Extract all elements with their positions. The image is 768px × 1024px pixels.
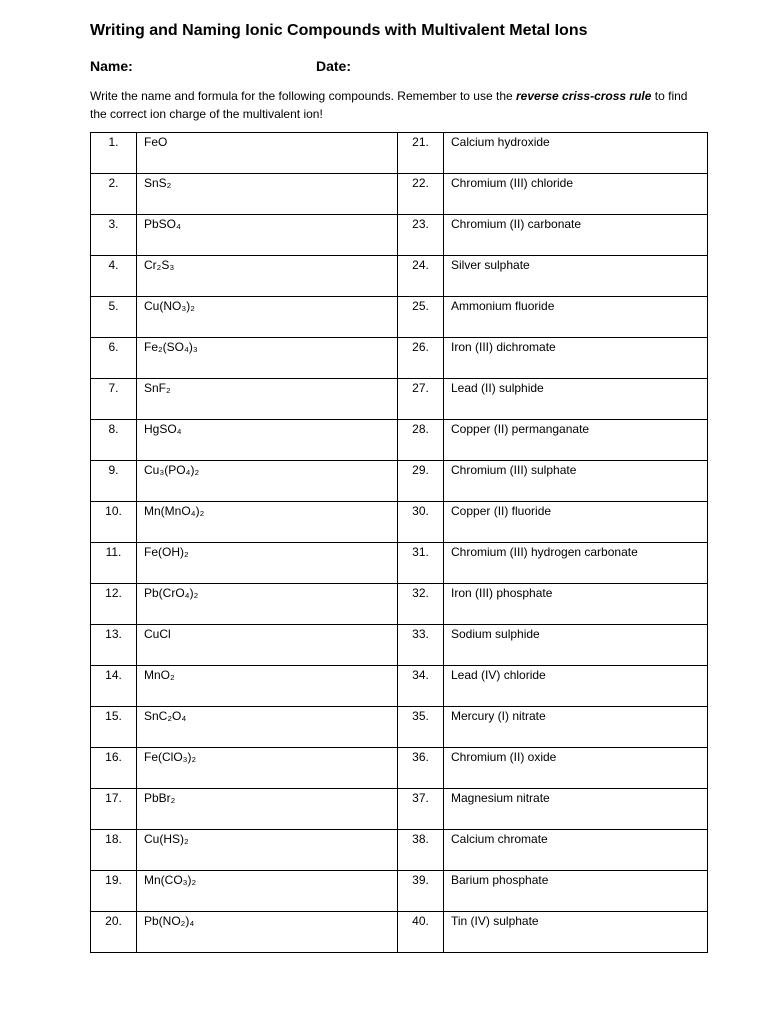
question-number: 18. (91, 830, 137, 871)
compound-name: Lead (IV) chloride (444, 666, 708, 707)
question-number: 1. (91, 133, 137, 174)
compound-formula: Pb(NO₂)₄ (137, 912, 398, 953)
compound-formula: SnS₂ (137, 174, 398, 215)
question-number: 22. (398, 174, 444, 215)
question-number: 11. (91, 543, 137, 584)
compound-name: Silver sulphate (444, 256, 708, 297)
table-row (91, 789, 708, 830)
compound-name: Sodium sulphide (444, 625, 708, 666)
compound-name: Barium phosphate (444, 871, 708, 912)
table-row (91, 338, 708, 379)
question-number: 4. (91, 256, 137, 297)
compound-name: Chromium (II) oxide (444, 748, 708, 789)
compound-name: Chromium (III) hydrogen carbonate (444, 543, 708, 584)
question-number: 20. (91, 912, 137, 953)
compound-formula: PbBr₂ (137, 789, 398, 830)
table-row (91, 666, 708, 707)
compound-name: Iron (III) phosphate (444, 584, 708, 625)
table-row (91, 748, 708, 789)
question-number: 40. (398, 912, 444, 953)
table-row (91, 420, 708, 461)
instructions (90, 87, 705, 123)
compound-formula: MnO₂ (137, 666, 398, 707)
question-number: 8. (91, 420, 137, 461)
table-row (91, 502, 708, 543)
table-row (91, 379, 708, 420)
question-number: 25. (398, 297, 444, 338)
name-label: Name: (90, 58, 133, 74)
question-number: 9. (91, 461, 137, 502)
compound-formula: Fe₂(SO₄)₃ (137, 338, 398, 379)
compound-name: Magnesium nitrate (444, 789, 708, 830)
compound-formula: Mn(CO₃)₂ (137, 871, 398, 912)
table-row (91, 133, 708, 174)
question-number: 32. (398, 584, 444, 625)
question-number: 24. (398, 256, 444, 297)
question-number: 6. (91, 338, 137, 379)
question-number: 27. (398, 379, 444, 420)
compound-name: Chromium (III) sulphate (444, 461, 708, 502)
question-number: 13. (91, 625, 137, 666)
compound-name: Ammonium fluoride (444, 297, 708, 338)
instructions-text-after: to find the correct ion charge of the multivalent ion! (90, 89, 688, 121)
compound-formula: Fe(OH)₂ (137, 543, 398, 584)
compounds-table (90, 132, 708, 953)
question-number: 30. (398, 502, 444, 543)
table-row (91, 297, 708, 338)
compounds-table-body (91, 133, 708, 953)
question-number: 39. (398, 871, 444, 912)
question-number: 10. (91, 502, 137, 543)
table-row (91, 256, 708, 297)
question-number: 15. (91, 707, 137, 748)
question-number: 28. (398, 420, 444, 461)
compound-name: Tin (IV) sulphate (444, 912, 708, 953)
compound-name: Calcium chromate (444, 830, 708, 871)
question-number: 38. (398, 830, 444, 871)
table-row (91, 543, 708, 584)
compound-name: Chromium (III) chloride (444, 174, 708, 215)
table-row (91, 830, 708, 871)
table-row (91, 707, 708, 748)
question-number: 19. (91, 871, 137, 912)
question-number: 16. (91, 748, 137, 789)
question-number: 26. (398, 338, 444, 379)
question-number: 21. (398, 133, 444, 174)
instructions-rule: reverse criss-cross rule (516, 89, 652, 103)
compound-formula: Cr₂S₃ (137, 256, 398, 297)
question-number: 29. (398, 461, 444, 502)
table-row (91, 215, 708, 256)
table-row (91, 174, 708, 215)
table-row (91, 912, 708, 953)
compound-formula: Cu(HS)₂ (137, 830, 398, 871)
question-number: 5. (91, 297, 137, 338)
compound-name: Mercury (I) nitrate (444, 707, 708, 748)
question-number: 7. (91, 379, 137, 420)
question-number: 2. (91, 174, 137, 215)
question-number: 3. (91, 215, 137, 256)
compound-formula: FeO (137, 133, 398, 174)
compound-formula: Cu(NO₃)₂ (137, 297, 398, 338)
question-number: 12. (91, 584, 137, 625)
question-number: 33. (398, 625, 444, 666)
compound-formula: CuCl (137, 625, 398, 666)
question-number: 36. (398, 748, 444, 789)
compound-formula: SnF₂ (137, 379, 398, 420)
compound-name: Lead (II) sulphide (444, 379, 708, 420)
table-row (91, 625, 708, 666)
table-row (91, 461, 708, 502)
table-row (91, 871, 708, 912)
question-number: 23. (398, 215, 444, 256)
question-number: 34. (398, 666, 444, 707)
worksheet-title: Writing and Naming Ionic Compounds with Multivalent Metal Ions (90, 22, 588, 39)
compound-formula: HgSO₄ (137, 420, 398, 461)
table-row (91, 584, 708, 625)
question-number: 14. (91, 666, 137, 707)
compound-name: Copper (II) permanganate (444, 420, 708, 461)
compound-formula: SnC₂O₄ (137, 707, 398, 748)
compound-name: Iron (III) dichromate (444, 338, 708, 379)
instructions-text-before: Write the name and formula for the following compounds. Remember to use the (90, 89, 516, 103)
date-label: Date: (316, 58, 352, 74)
compound-formula: Fe(ClO₃)₂ (137, 748, 398, 789)
compound-formula: Cu₃(PO₄)₂ (137, 461, 398, 502)
compound-formula: PbSO₄ (137, 215, 398, 256)
question-number: 35. (398, 707, 444, 748)
compound-name: Chromium (II) carbonate (444, 215, 708, 256)
question-number: 17. (91, 789, 137, 830)
question-number: 37. (398, 789, 444, 830)
compound-name: Copper (II) fluoride (444, 502, 708, 543)
compound-formula: Pb(CrO₄)₂ (137, 584, 398, 625)
question-number: 31. (398, 543, 444, 584)
compound-name: Calcium hydroxide (444, 133, 708, 174)
compound-formula: Mn(MnO₄)₂ (137, 502, 398, 543)
